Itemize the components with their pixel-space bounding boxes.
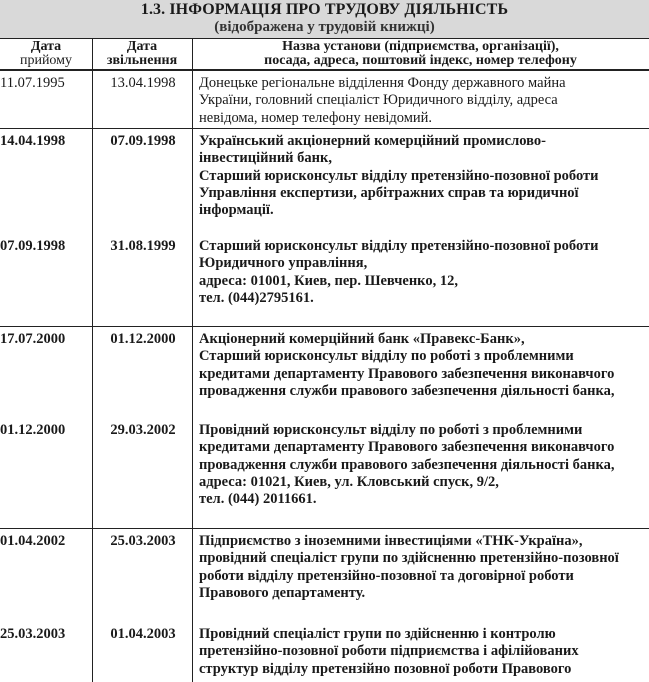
end-date: 01.04.2003 bbox=[110, 626, 176, 642]
end-date: 25.03.2003 bbox=[110, 533, 176, 549]
start-date: 25.03.2003 bbox=[0, 626, 66, 642]
table-row bbox=[0, 70, 649, 129]
start-date: 01.12.2000 bbox=[0, 422, 66, 438]
header-end-date: Дата звільнення bbox=[106, 39, 178, 68]
end-date: 13.04.1998 bbox=[110, 75, 176, 91]
position-details: Старший юрисконсульт відділу претензійно-позовної роботи Юридичного управління, адреса: 01001, Киев, пер. Шевченко, 12, тел. (044)2795161. bbox=[199, 238, 599, 306]
end-date: 31.08.1999 bbox=[110, 238, 176, 254]
end-date: 01.12.2000 bbox=[110, 331, 176, 347]
start-date: 11.07.1995 bbox=[0, 75, 65, 91]
position-details: Український акціонерний комерційний промислово- інвестиційний банк, Старший юрисконсульт відділу претензійно-позовної роботи Управління експертизи, арбітражних справ та юридичної інформації. bbox=[199, 133, 599, 219]
start-date: 01.04.2002 bbox=[0, 533, 66, 549]
position-details: Акціонерний комерційний банк «Правекс-Банк», Старший юрисконсульт відділу по роботі з проблемними кредитами департаменту Правового забезпечення виконавчого провадження служби правового забезпечення діяльності банка, bbox=[199, 331, 615, 399]
table-row bbox=[0, 128, 649, 233]
start-date: 17.07.2000 bbox=[0, 331, 66, 347]
end-date: 29.03.2002 bbox=[110, 422, 176, 438]
table-row bbox=[0, 418, 649, 522]
section-title-band bbox=[0, 0, 649, 38]
header-organization: Назва установи (підприємства, організації), посада, адреса, поштовий індекс, номер телефону bbox=[264, 39, 577, 68]
end-date: 07.09.1998 bbox=[110, 133, 176, 149]
section-title: 1.3. ІНФОРМАЦІЯ ПРО ТРУДОВУ ДІЯЛЬНІСТЬ bbox=[140, 1, 509, 18]
table-row bbox=[0, 528, 649, 615]
position-details: Провідний спеціаліст групи по здійсненню і контролю претензійно-позовної роботи підприємства і афілійованих структур відділу претензійно позовної роботи Правового bbox=[199, 626, 579, 677]
table-row bbox=[0, 622, 649, 682]
section-subtitle: (відображена у трудовій книжці) bbox=[214, 19, 435, 35]
start-date: 14.04.1998 bbox=[0, 133, 66, 149]
start-date: 07.09.1998 bbox=[0, 238, 66, 254]
table-row bbox=[0, 234, 649, 326]
table-header bbox=[0, 38, 649, 70]
header-start-date: Дата прийому bbox=[19, 39, 73, 68]
position-details: Підприємство з іноземними інвестиціями «ТНК-Україна», провідний спеціаліст групи по здійсненню претензійно-позовної роботи відділу претензійно-позовної та договірної роботи Правового департаменту. bbox=[199, 533, 619, 601]
position-details: Провідний юрисконсульт відділу по роботі з проблемними кредитами департаменту Правового забезпечення виконавчого провадження служби правового забезпечення діяльності банка, адреса: 01021, Киев, ул. Кловський спуск, 9/2, тел. (044) 2011661. bbox=[199, 422, 615, 508]
position-details: Донецьке регіональне відділення Фонду державного майна України, головний спеціаліст Юридичного відділу, адреса невідома, номер телефону невідомий. bbox=[199, 75, 566, 126]
table-row bbox=[0, 326, 649, 417]
